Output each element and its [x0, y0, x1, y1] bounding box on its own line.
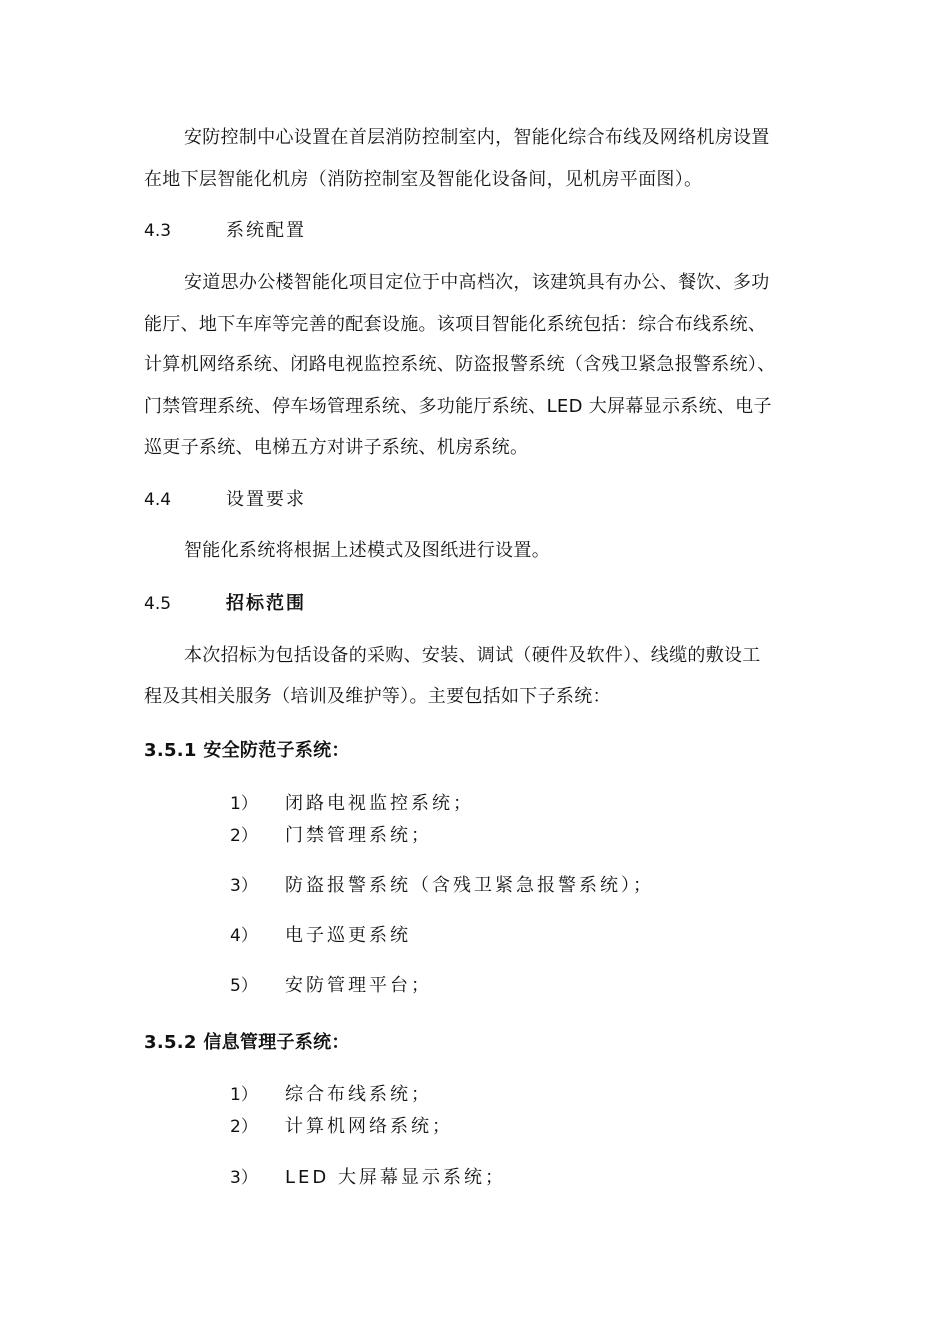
list-item: LED 大屏幕显示系统； [285, 1167, 506, 1188]
paragraph-line: 安道思办公楼智能化项目定位于中高档次，该建筑具有办公、餐饮、多功 [184, 272, 770, 293]
list-item-number: 3） [230, 876, 258, 896]
paragraph-line: 能厅、地下车库等完善的配套设施。该项目智能化系统包括：综合布线系统、 [144, 314, 767, 335]
paragraph-line: 本次招标为包括设备的采购、安装、调试（硬件及软件）、线缆的敷设工 [184, 645, 761, 666]
list-item-number: 2） [230, 1117, 258, 1137]
list-item: 防盗报警系统（含残卫紧急报警系统）； [285, 875, 654, 896]
paragraph-line: 门禁管理系统、停车场管理系统、多功能厅系统、LED 大屏幕显示系统、电子 [144, 396, 772, 417]
subsection-heading-3-5-1: 3.5.1 安全防范子系统： [144, 740, 350, 761]
list-item: 门禁管理系统； [285, 825, 432, 846]
list-item-number: 2） [230, 826, 258, 846]
paragraph-line: 智能化系统将根据上述模式及图纸进行设置。 [184, 540, 550, 561]
intro-line-2: 在地下层智能化机房（消防控制室及智能化设备间，见机房平面图）。 [144, 169, 703, 190]
section-number-4-5: 4.5 [144, 594, 172, 614]
section-title-setup-requirements: 设置要求 [226, 489, 306, 510]
list-item: 电子巡更系统 [285, 925, 411, 946]
section-title-bid-scope: 招标范围 [226, 593, 306, 614]
section-number-4-4: 4.4 [144, 490, 172, 510]
paragraph-line: 程及其相关服务（培训及维护等）。主要包括如下子系统： [144, 686, 611, 707]
list-item-number: 4） [230, 926, 258, 946]
section-title-system-config: 系统配置 [226, 220, 306, 241]
list-item-number: 1） [230, 794, 258, 814]
list-item-number: 1） [230, 1085, 258, 1105]
list-item: 闭路电视监控系统； [285, 793, 474, 814]
intro-line-1: 安防控制中心设置在首层消防控制室内，智能化综合布线及网络机房设置 [184, 127, 770, 148]
list-item-number: 5） [230, 976, 258, 996]
paragraph-line: 计算机网络系统、闭路电视监控系统、防盗报警系统（含残卫紧急报警系统）、 [144, 354, 776, 375]
section-number-4-3: 4.3 [144, 221, 172, 241]
list-item-number: 3） [230, 1168, 258, 1188]
list-item: 综合布线系统； [285, 1084, 432, 1105]
subsection-heading-3-5-2: 3.5.2 信息管理子系统： [144, 1032, 350, 1053]
paragraph-line: 巡更子系统、电梯五方对讲子系统、机房系统。 [144, 437, 529, 458]
list-item: 计算机网络系统； [285, 1116, 453, 1137]
list-item: 安防管理平台； [285, 975, 432, 996]
